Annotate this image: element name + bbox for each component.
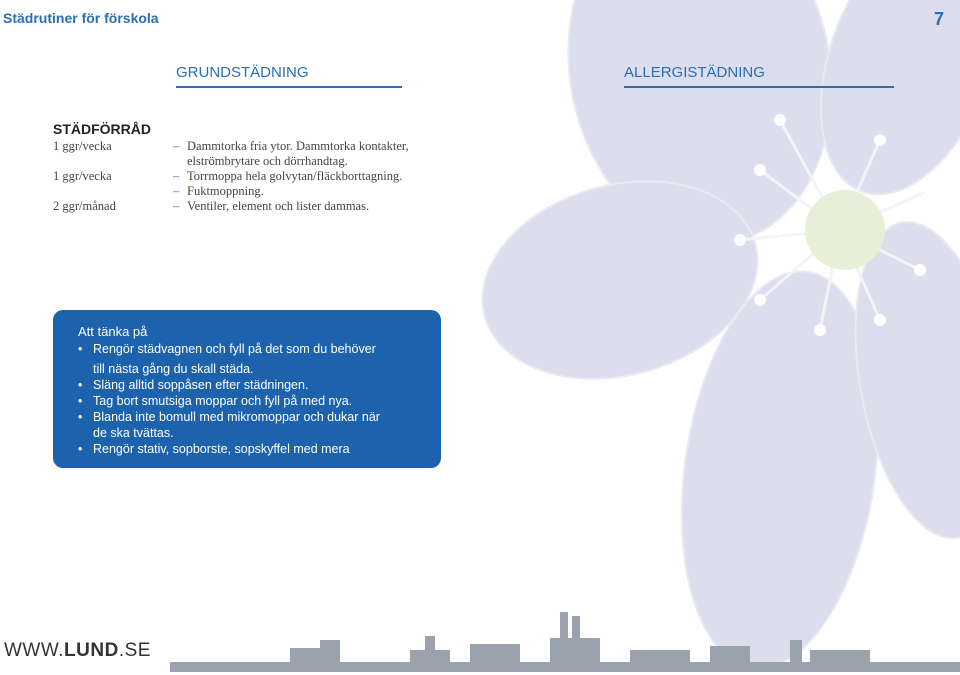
tip-item: • Tag bort smutsiga moppar och fyll på med nya.: [78, 393, 380, 409]
tip-item-continuation: de ska tvättas.: [93, 426, 174, 440]
document-title: Städrutiner för förskola: [3, 10, 159, 26]
tip-item: • Blanda inte bomull med mikromoppar och dukar när: [78, 409, 380, 425]
tips-box: [53, 310, 441, 468]
frequency: 1 ggr/vecka: [53, 139, 112, 153]
tip-item: • Rengör städvagnen och fyll på det som du behöver: [78, 341, 380, 357]
tip-item: • Släng alltid soppåsen efter städningen.: [78, 377, 380, 393]
tips-list: [78, 341, 380, 457]
column-heading-allergistadning: ALLERGISTÄDNING: [624, 64, 765, 81]
frequency: 2 ggr/månad: [53, 199, 116, 213]
column-heading-grundstadning: GRUNDSTÄDNING: [176, 64, 309, 81]
page-number: 7: [933, 9, 944, 29]
task: – Dammtorka fria ytor. Dammtorka kontakter,: [173, 139, 409, 153]
footer-url[interactable]: WWW.LUND.SE: [4, 640, 151, 661]
city-skyline-illustration: [170, 610, 960, 672]
dash-icon: –: [173, 139, 180, 153]
task: – Fuktmoppning.: [173, 184, 264, 198]
task-continuation: elströmbrytare och dörrhandtag.: [187, 154, 348, 168]
dash-icon: –: [173, 184, 180, 198]
column-rule-left: [176, 86, 402, 88]
task: – Ventiler, element och lister dammas.: [173, 199, 370, 213]
dash-icon: –: [173, 169, 180, 183]
column-rule-right: [624, 86, 894, 88]
frequency: 1 ggr/vecka: [53, 169, 112, 183]
tips-title: Att tänka på: [78, 324, 148, 339]
section-title: STÄDFÖRRÅD: [53, 121, 151, 137]
tip-item-continuation: till nästa gång du skall städa.: [93, 362, 254, 376]
tip-item: • Rengör stativ, sopborste, sopskyffel med mera: [78, 441, 380, 457]
task: – Torrmoppa hela golvytan/fläckborttagning.: [173, 169, 403, 183]
dash-icon: –: [173, 199, 180, 213]
